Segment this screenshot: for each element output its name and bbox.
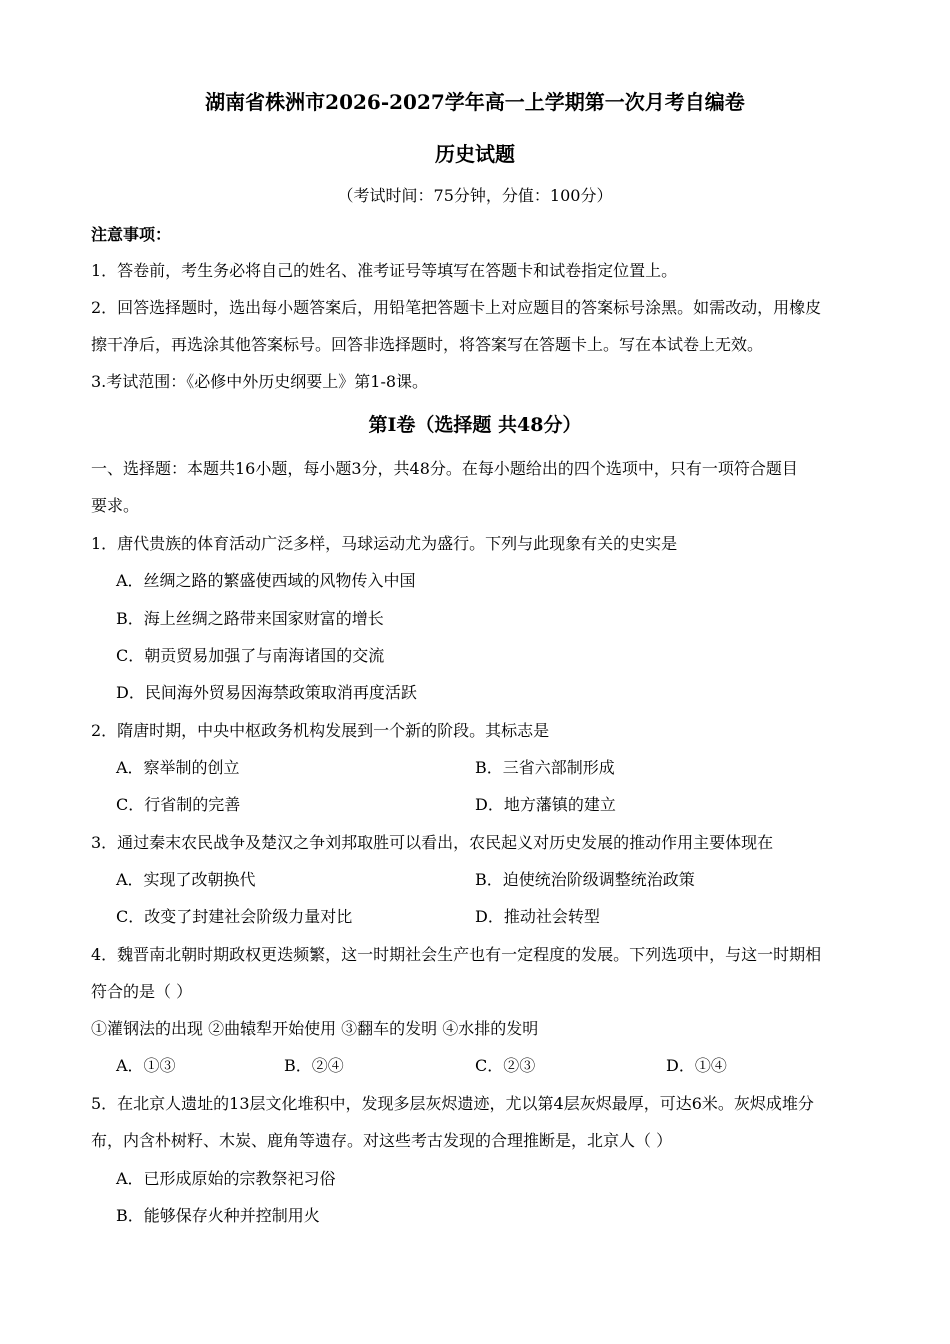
question-1-option-b: B．海上丝绸之路带来国家财富的增长: [116, 609, 384, 628]
question-2-stem: 2．隋唐时期，中央中枢政务机构发展到一个新的阶段。其标志是: [91, 721, 550, 740]
question-4-option-c: C．②③: [475, 1056, 536, 1075]
question-3-option-a: A．实现了改朝换代: [116, 870, 256, 889]
question-4-stem-line-2: 符合的是（ ）: [91, 982, 193, 1001]
notes-heading: 注意事项：: [91, 225, 172, 244]
section-instructions-line-1: 一、选择题：本题共16小题，每小题3分，共48分。在每小题给出的四个选项中，只有一项符合题目: [91, 459, 798, 478]
question-1-stem: 1．唐代贵族的体育活动广泛多样，马球运动尤为盛行。下列与此现象有关的史实是: [91, 534, 678, 553]
subject-title: 历史试题: [435, 142, 515, 166]
question-5-option-a: A．已形成原始的宗教祭祀习俗: [116, 1169, 336, 1188]
question-2-option-d: D．地方藩镇的建立: [475, 795, 616, 814]
exam-title: 湖南省株洲市2026-2027学年高一上学期第一次月考自编卷: [205, 90, 745, 114]
question-4-option-a: A．①③: [116, 1056, 176, 1075]
question-3-option-b: B．迫使统治阶级调整统治政策: [475, 870, 695, 889]
question-3-option-d: D．推动社会转型: [475, 907, 600, 926]
question-3-option-c: C．改变了封建社会阶级力量对比: [116, 907, 353, 926]
question-2-option-c: C．行省制的完善: [116, 795, 241, 814]
section-title: 第Ⅰ卷（选择题 共48分）: [368, 414, 582, 436]
note-item-2-line-1: 2．回答选择题时，选出每小题答案后，用铅笔把答题卡上对应题目的答案标号涂黑。如需改动，用橡皮: [91, 298, 822, 317]
question-4-option-d: D．①④: [666, 1056, 727, 1075]
question-3-stem: 3．通过秦末农民战争及楚汉之争刘邦取胜可以看出，农民起义对历史发展的推动作用主要体现在: [91, 833, 774, 852]
note-item-2-line-2: 擦干净后，再选涂其他答案标号。回答非选择题时，将答案写在答题卡上。写在本试卷上无效。: [91, 335, 764, 354]
question-1-option-d: D．民间海外贸易因海禁政策取消再度活跃: [116, 683, 417, 702]
question-2-option-b: B．三省六部制形成: [475, 758, 615, 777]
question-5-option-b: B．能够保存火种并控制用火: [116, 1206, 320, 1225]
question-4-items: ①灌钢法的出现 ②曲辕犁开始使用 ③翻车的发明 ④水排的发明: [91, 1019, 539, 1038]
question-4-option-b: B．②④: [284, 1056, 344, 1075]
question-5-stem-line-1: 5．在北京人遗址的13层文化堆积中，发现多层灰烬遗迹，尤以第4层灰烬最厚，可达6米。灰烬成堆分: [91, 1094, 814, 1113]
question-4-stem-line-1: 4．魏晋南北朝时期政权更迭频繁，这一时期社会生产也有一定程度的发展。下列选项中，与这一时期相: [91, 945, 822, 964]
note-item-1: 1．答卷前，考生务必将自己的姓名、准考证号等填写在答题卡和试卷指定位置上。: [91, 261, 678, 280]
question-5-stem-line-2: 布，内含朴树籽、木炭、鹿角等遗存。对这些考古发现的合理推断是，北京人（ ）: [91, 1131, 673, 1150]
exam-info: （考试时间：75分钟，分值：100分）: [337, 186, 613, 205]
question-2-option-a: A．察举制的创立: [116, 758, 240, 777]
note-item-3: 3.考试范围：《必修中外历史纲要上》第1-8课。: [91, 372, 429, 391]
question-1-option-a: A．丝绸之路的繁盛使西域的风物传入中国: [116, 571, 416, 590]
section-instructions-line-2: 要求。: [91, 496, 140, 515]
question-1-option-c: C．朝贡贸易加强了与南海诸国的交流: [116, 646, 385, 665]
